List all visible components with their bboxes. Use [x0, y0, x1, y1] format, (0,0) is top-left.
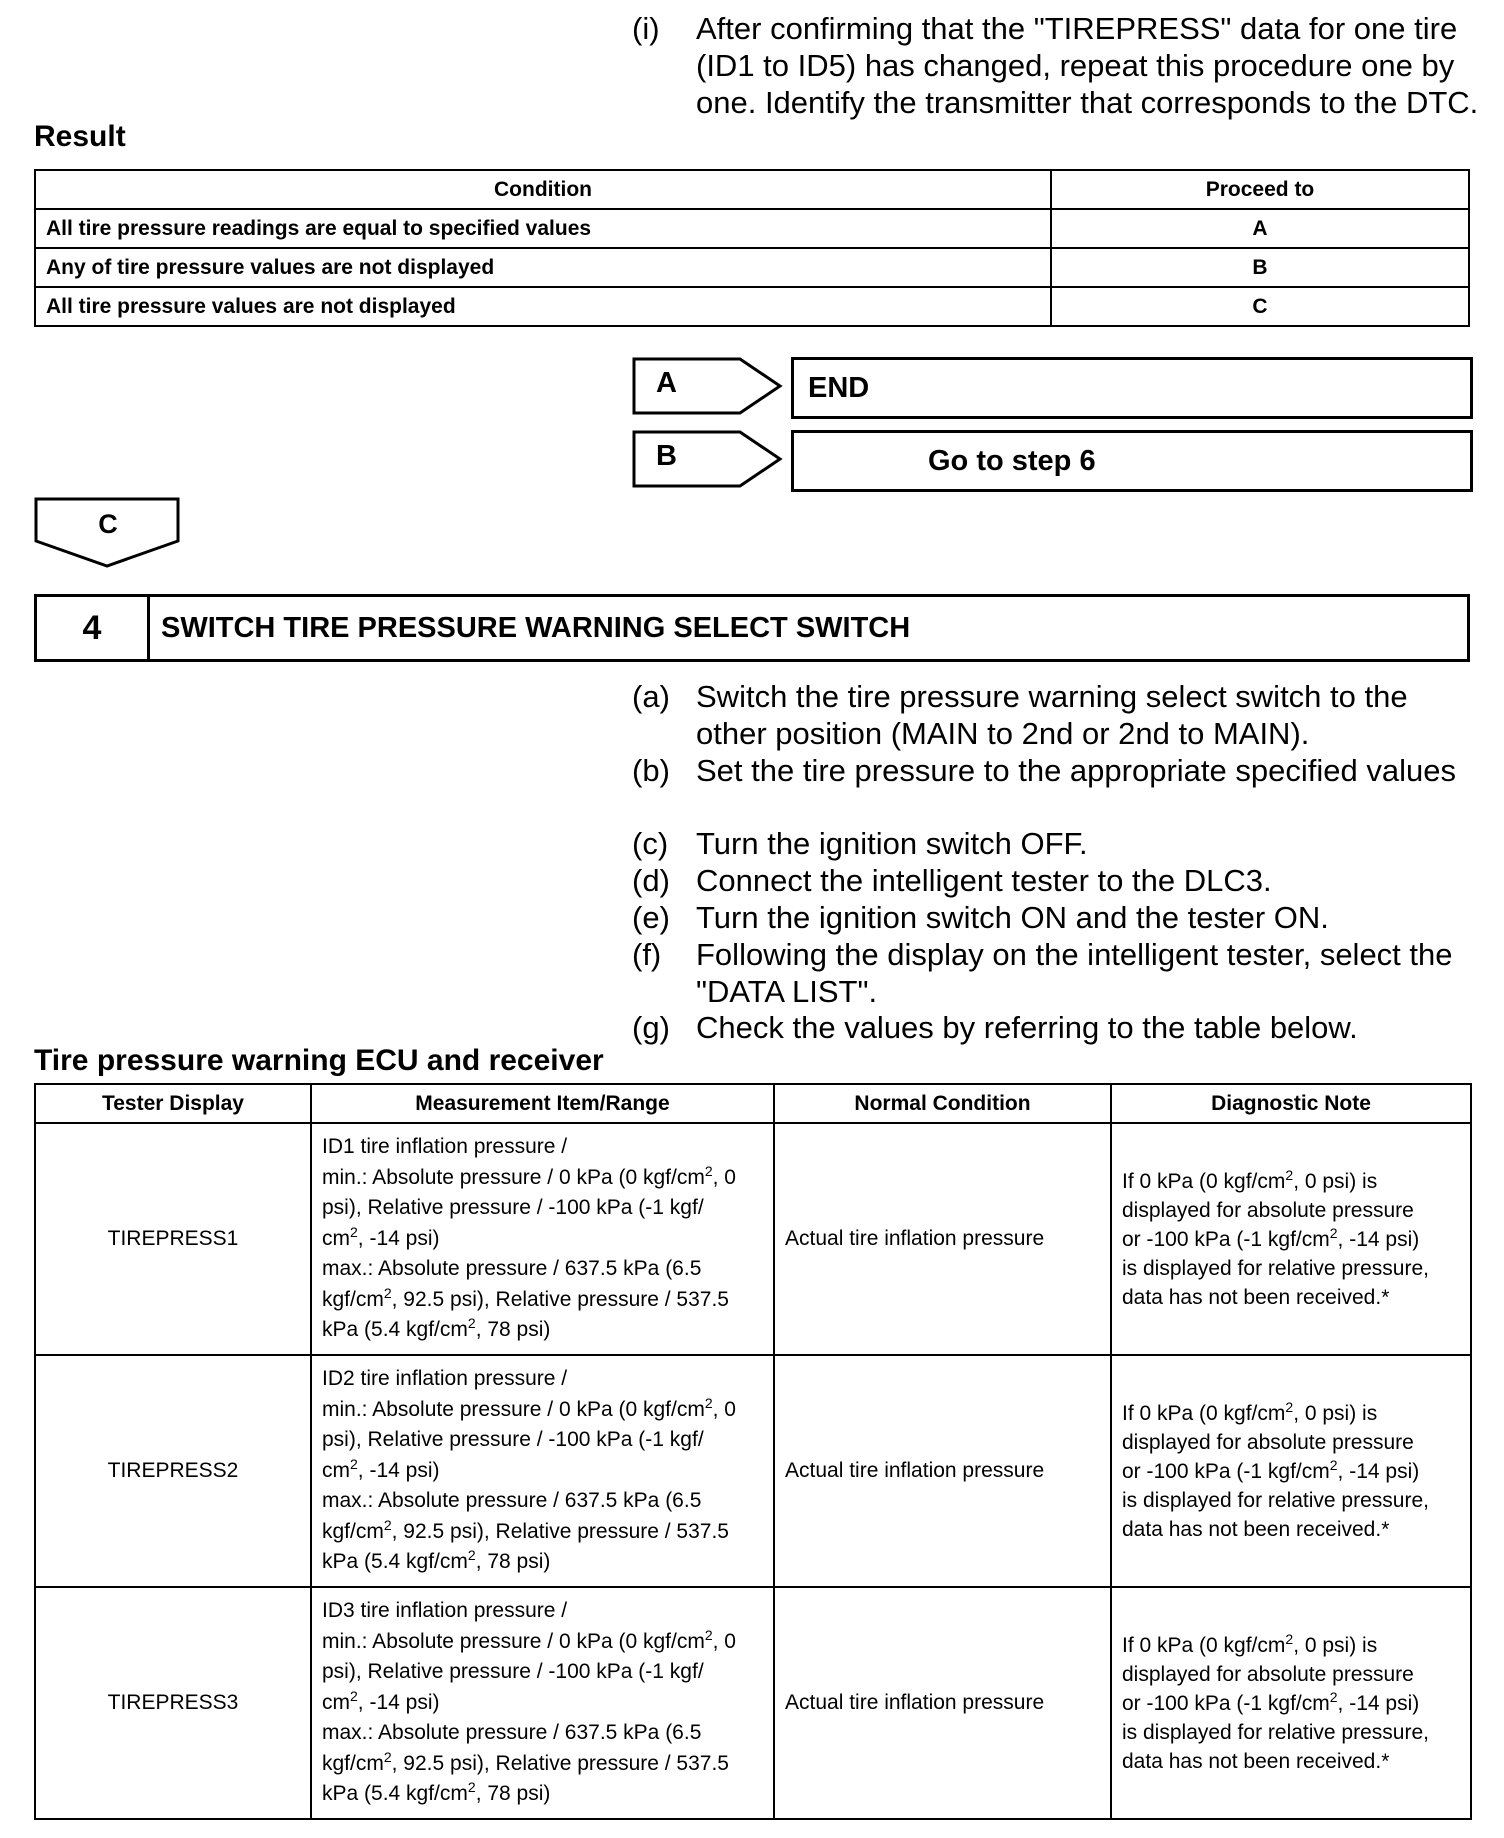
table-row — [35, 287, 1469, 326]
condition-cell: All tire pressure readings are equal to specified values — [35, 209, 1051, 248]
range-text: , 92.5 psi), Relative pressure / 537.5 — [391, 1519, 729, 1543]
tester-display-cell: TIREPRESS1 — [35, 1123, 311, 1355]
range-text: , 78 psi) — [475, 1550, 551, 1574]
range-line — [322, 1517, 763, 1548]
note-text: or -100 kPa (-1 kgf/cm — [1122, 1691, 1330, 1715]
proceed-cell: C — [1051, 287, 1469, 326]
normal-condition-cell: Actual tire inflation pressure — [774, 1587, 1111, 1819]
range-line: ID1 tire inflation pressure / — [322, 1135, 568, 1159]
superscript: 2 — [1329, 1224, 1338, 1241]
superscript: 2 — [1285, 1166, 1294, 1183]
header-measurement: Measurement Item/Range — [311, 1084, 774, 1123]
step-number: 4 — [37, 597, 150, 659]
procedure-g-line-1: Check the values by referring to the table below. — [696, 1010, 1358, 1045]
superscript: 2 — [704, 1394, 713, 1411]
range-line — [322, 1627, 763, 1658]
branch-b-label: B — [656, 440, 677, 472]
superscript: 2 — [383, 1284, 392, 1301]
range-line — [322, 1285, 763, 1316]
superscript: 2 — [467, 1779, 476, 1796]
procedure-g — [632, 1009, 1482, 1046]
range-line — [322, 1688, 763, 1719]
go-to-step-6-label: Go to step 6 — [928, 444, 1096, 477]
range-text: kgf/cm — [322, 1751, 384, 1775]
step-4-header — [34, 594, 1470, 662]
note-text: , 0 psi) is — [1293, 1401, 1378, 1425]
range-text: min.: Absolute pressure / 0 kPa (0 kgf/cm — [322, 1397, 705, 1421]
branch-a-label: A — [656, 367, 677, 399]
range-line: ID2 tire inflation pressure / — [322, 1367, 568, 1391]
range-line — [322, 1749, 763, 1780]
range-text: cm — [322, 1226, 350, 1250]
result-table — [34, 169, 1470, 327]
range-text: , -14 psi) — [357, 1226, 440, 1250]
range-text: min.: Absolute pressure / 0 kPa (0 kgf/cm — [322, 1629, 705, 1653]
range-line: max.: Absolute pressure / 637.5 kPa (6.5 — [322, 1489, 702, 1513]
branch-c-arrow — [34, 497, 182, 569]
note-line: is displayed for relative pressure, — [1122, 1488, 1429, 1512]
range-line: max.: Absolute pressure / 637.5 kPa (6.5 — [322, 1257, 702, 1281]
note-line: data has not been received.* — [1122, 1517, 1390, 1541]
note-line: is displayed for relative pressure, — [1122, 1256, 1429, 1280]
tester-display-cell: TIREPRESS2 — [35, 1355, 311, 1587]
step-label-g: (g) — [632, 1010, 670, 1045]
superscript: 2 — [1329, 1688, 1338, 1705]
note-line — [1122, 1689, 1470, 1718]
range-line: psi), Relative pressure / -100 kPa (-1 kgf/ — [322, 1428, 704, 1452]
note-text: , 0 psi) is — [1293, 1633, 1378, 1657]
result-table-header — [35, 170, 1469, 209]
superscript: 2 — [1285, 1630, 1294, 1647]
range-line — [322, 1456, 763, 1487]
procedure-d — [632, 862, 1482, 899]
procedure-b-line-1: Set the tire pressure to the appropriate specified values — [696, 753, 1456, 788]
range-text: , -14 psi) — [357, 1690, 440, 1714]
procedure-f-line-2: "DATA LIST". — [696, 974, 878, 1009]
range-line — [322, 1224, 763, 1255]
proceed-cell: B — [1051, 248, 1469, 287]
step-title: SWITCH TIRE PRESSURE WARNING SELECT SWITCH — [161, 611, 911, 644]
range-text: kPa (5.4 kgf/cm — [322, 1782, 468, 1806]
branch-b-arrow — [632, 430, 784, 488]
branch-b-target — [791, 430, 1473, 492]
range-text: , -14 psi) — [357, 1458, 440, 1482]
header-condition: Condition — [35, 170, 1051, 209]
procedure-f — [632, 936, 1482, 1010]
note-line: is displayed for relative pressure, — [1122, 1720, 1429, 1744]
arrow-right-icon — [632, 430, 784, 488]
range-text: , 78 psi) — [475, 1782, 551, 1806]
note-text: If 0 kPa (0 kgf/cm — [1122, 1169, 1286, 1193]
superscript: 2 — [350, 1687, 358, 1704]
diagnostic-note-cell — [1111, 1355, 1471, 1587]
normal-condition-cell: Actual tire inflation pressure — [774, 1355, 1111, 1587]
range-line — [322, 1779, 763, 1810]
procedure-e — [632, 899, 1482, 936]
superscript: 2 — [704, 1162, 713, 1179]
range-line — [322, 1547, 763, 1578]
procedure-b — [632, 752, 1482, 789]
intro-line-3: one. Identify the transmitter that corresponds to the DTC. — [696, 85, 1479, 120]
note-line: displayed for absolute pressure — [1122, 1430, 1414, 1454]
note-line — [1122, 1399, 1470, 1428]
range-line: max.: Absolute pressure / 637.5 kPa (6.5 — [322, 1721, 702, 1745]
range-text: kPa (5.4 kgf/cm — [322, 1550, 468, 1574]
superscript: 2 — [704, 1626, 713, 1643]
intro-step-i — [632, 10, 1482, 121]
header-diagnostic-note: Diagnostic Note — [1111, 1084, 1471, 1123]
intro-line-1: After confirming that the "TIREPRESS" data for one tire — [696, 11, 1458, 46]
data-list-table — [34, 1083, 1472, 1820]
result-heading: Result — [34, 120, 126, 153]
superscript: 2 — [350, 1223, 358, 1240]
table-row — [35, 248, 1469, 287]
procedure-a — [632, 678, 1482, 752]
arrow-right-icon — [632, 357, 784, 415]
normal-condition-cell: Actual tire inflation pressure — [774, 1123, 1111, 1355]
branch-c-label: C — [98, 509, 118, 539]
note-text: or -100 kPa (-1 kgf/cm — [1122, 1459, 1330, 1483]
table-row — [35, 209, 1469, 248]
procedure-a-line-2: other position (MAIN to 2nd or 2nd to MAIN). — [696, 716, 1310, 751]
range-line: psi), Relative pressure / -100 kPa (-1 kgf/ — [322, 1660, 704, 1684]
note-line: displayed for absolute pressure — [1122, 1662, 1414, 1686]
range-line — [322, 1315, 763, 1346]
range-line — [322, 1163, 763, 1194]
superscript: 2 — [1329, 1456, 1338, 1473]
measurement-cell — [311, 1355, 774, 1587]
range-text: min.: Absolute pressure / 0 kPa (0 kgf/cm — [322, 1165, 705, 1189]
procedure-c-line-1: Turn the ignition switch OFF. — [696, 826, 1088, 861]
range-text: kPa (5.4 kgf/cm — [322, 1318, 468, 1342]
range-text: , 92.5 psi), Relative pressure / 537.5 — [391, 1751, 729, 1775]
ecu-heading: Tire pressure warning ECU and receiver — [34, 1044, 604, 1077]
range-text: , 0 — [712, 1165, 736, 1189]
range-line: psi), Relative pressure / -100 kPa (-1 kgf/ — [322, 1196, 704, 1220]
range-text: cm — [322, 1458, 350, 1482]
note-text: If 0 kPa (0 kgf/cm — [1122, 1633, 1286, 1657]
note-line: displayed for absolute pressure — [1122, 1198, 1414, 1222]
note-line — [1122, 1167, 1470, 1196]
step-label-a: (a) — [632, 679, 670, 714]
step-label-f: (f) — [632, 937, 662, 972]
range-text: kgf/cm — [322, 1287, 384, 1311]
note-text: , 0 psi) is — [1293, 1169, 1378, 1193]
note-text: , -14 psi) — [1337, 1691, 1420, 1715]
superscript: 2 — [383, 1748, 392, 1765]
range-text: , 78 psi) — [475, 1318, 551, 1342]
superscript: 2 — [1285, 1398, 1294, 1415]
table-row — [35, 1123, 1471, 1355]
measurement-cell — [311, 1587, 774, 1819]
note-text: , -14 psi) — [1337, 1227, 1420, 1251]
superscript: 2 — [350, 1455, 358, 1472]
header-tester-display: Tester Display — [35, 1084, 311, 1123]
header-normal-condition: Normal Condition — [774, 1084, 1111, 1123]
procedure-a-line-1: Switch the tire pressure warning select switch to the — [696, 679, 1408, 714]
step-label-b: (b) — [632, 753, 670, 788]
note-line — [1122, 1225, 1470, 1254]
range-text: , 0 — [712, 1629, 736, 1653]
note-line — [1122, 1631, 1470, 1660]
table-row — [35, 1355, 1471, 1587]
range-text: kgf/cm — [322, 1519, 384, 1543]
condition-cell: Any of tire pressure values are not displayed — [35, 248, 1051, 287]
data-table-header — [35, 1084, 1471, 1123]
step-label-d: (d) — [632, 863, 670, 898]
diagnostic-note-cell — [1111, 1587, 1471, 1819]
range-line: ID3 tire inflation pressure / — [322, 1599, 568, 1623]
superscript: 2 — [383, 1516, 392, 1533]
procedure-e-line-1: Turn the ignition switch ON and the tester ON. — [696, 900, 1329, 935]
range-text: cm — [322, 1690, 350, 1714]
end-label: END — [808, 371, 870, 404]
superscript: 2 — [467, 1315, 476, 1332]
tester-display-cell: TIREPRESS3 — [35, 1587, 311, 1819]
branch-a-target — [791, 357, 1473, 419]
note-line — [1122, 1457, 1470, 1486]
step-label-i: (i) — [632, 11, 660, 46]
step-label-c: (c) — [632, 826, 669, 861]
step-label-e: (e) — [632, 900, 670, 935]
note-text: If 0 kPa (0 kgf/cm — [1122, 1401, 1286, 1425]
procedure-f-line-1: Following the display on the intelligent tester, select the — [696, 937, 1453, 972]
procedure-d-line-1: Connect the intelligent tester to the DLC3. — [696, 863, 1272, 898]
note-text: or -100 kPa (-1 kgf/cm — [1122, 1227, 1330, 1251]
proceed-cell: A — [1051, 209, 1469, 248]
range-line — [322, 1395, 763, 1426]
superscript: 2 — [467, 1547, 476, 1564]
diagnostic-note-cell — [1111, 1123, 1471, 1355]
note-line: data has not been received.* — [1122, 1749, 1390, 1773]
intro-line-2: (ID1 to ID5) has changed, repeat this procedure one by — [696, 48, 1455, 83]
table-row — [35, 1587, 1471, 1819]
procedure-c — [632, 825, 1482, 862]
note-line: data has not been received.* — [1122, 1285, 1390, 1309]
measurement-cell — [311, 1123, 774, 1355]
range-text: , 92.5 psi), Relative pressure / 537.5 — [391, 1287, 729, 1311]
condition-cell: All tire pressure values are not displayed — [35, 287, 1051, 326]
header-proceed-to: Proceed to — [1051, 170, 1469, 209]
range-text: , 0 — [712, 1397, 736, 1421]
note-text: , -14 psi) — [1337, 1459, 1420, 1483]
branch-a-arrow — [632, 357, 784, 415]
